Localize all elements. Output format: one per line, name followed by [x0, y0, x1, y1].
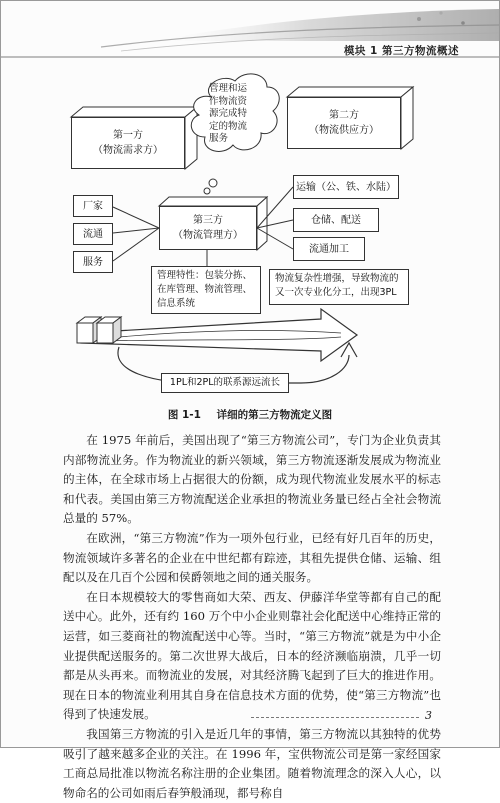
note-line: 管理特性：包装分拣、 [157, 270, 253, 281]
figure-caption [1, 407, 499, 422]
cloud-line: 定的物流 [209, 120, 248, 132]
paragraph: 在欧洲，“第三方物流”作为一项外包行业，已经有好几百年的历史，物流领域许多著名的企业在中世纪都有踪迹，其租先提供仓储、运输、组配以及在几百个公园和侯爵领地之间的通关服务。 [63, 530, 441, 585]
left-box-manufacturer [73, 195, 113, 217]
cloud-line: 服务 [209, 133, 229, 144]
cloud-line: 管理和运 [209, 83, 248, 94]
first-party-box [71, 117, 185, 169]
third-party-label: 第三方 [193, 215, 223, 226]
arrow-label: 1PL和2PL的联系源远流长 [169, 376, 281, 388]
footer-divider [251, 717, 419, 718]
body-text [63, 431, 441, 803]
figure-diagram [1, 71, 499, 401]
cloud-text [209, 83, 271, 146]
right-box-label: 运输（公、铁、水陆） [296, 181, 396, 193]
first-party-label: 第一方 [113, 130, 143, 141]
right-box-label: 流通加工 [309, 243, 349, 255]
right-box-transport [293, 175, 399, 199]
management-features-note [151, 266, 261, 314]
paragraph: 在 1975 年前后，美国出现了“第三方物流公司”，专门为企业负责其内部物流业务。作为物流业的新兴领域，第三方物流逐渐发展成为物流业的主体，在全球市场上占据很大的份额，成为现代物流业发展水平的标志和代表。美国由第三方物流配送企业承担的物流业务量已经占全社会物流总量的 57%。 [63, 433, 441, 526]
paragraph: 在日本规模较大的零售商如大荣、西友、伊藤洋华堂等都有自己的配送中心。此外，还有约 160 万个中小企业则靠社会化配送中心维持正常的运营，如三菱商社的物流配送中心等。当时，“第三方物流”就是为中小企业提供配送服务的。第二次世界大战后，日本的经济濒临崩溃，几乎一切都是从头再来。而物流业的发展，对其经济腾飞起到了巨大的推进作用。现在日本的物流业利用其自身在信息技术方面的优势，使“第三方物流”也得到了快速发展。 [63, 589, 441, 722]
left-box-label: 服务 [83, 256, 103, 268]
right-box-warehousing [293, 208, 379, 232]
left-box-label: 厂家 [83, 200, 103, 212]
paragraph: 我国第三方物流的引入是近几年的事情，第三方物流以其独特的优势吸引了越来越多企业的关注。在 1996 年，宝供物流公司是第一家经国家工商总局批准以物流名称注册的企业集团。随着物流理念的深入人心，以物命名的公司如雨后春笋般涌现，都号称自 [63, 726, 441, 800]
right-box-processing [293, 237, 365, 261]
right-box-label: 仓储、配送 [311, 214, 361, 226]
running-header [344, 43, 459, 58]
arrow-label-box [161, 373, 289, 393]
cloud-line: 源完成特 [209, 108, 248, 119]
note-line: 又一次专业化分工，出现3PL [275, 286, 397, 298]
second-party-sublabel: （物流供应方） [309, 125, 379, 136]
second-party-box [287, 97, 401, 149]
second-party-label: 第二方 [329, 110, 359, 121]
third-party-sublabel: （物流管理方） [173, 230, 243, 241]
third-party-box [159, 206, 257, 250]
page-number: 3 [425, 709, 432, 722]
note-line: 信息系统 [157, 297, 196, 309]
figure-number: 图 1-1 [167, 409, 201, 421]
header-section: 模块 1 [343, 45, 378, 57]
header-title: 第三方物流概述 [382, 45, 459, 57]
note-line: 物流复杂性增强，导致物流的 [275, 273, 399, 284]
cloud-line: 作物流资 [209, 95, 248, 107]
left-box-circulation [73, 223, 113, 245]
figure-title: 详细的第三方物流定义图 [216, 409, 333, 421]
first-party-sublabel: （物流需求方） [93, 145, 163, 156]
left-box-label: 流通 [83, 228, 103, 240]
left-box-service [73, 251, 113, 273]
note-line: 在库管理、物流管理、 [157, 283, 253, 295]
complexity-note [269, 269, 409, 305]
